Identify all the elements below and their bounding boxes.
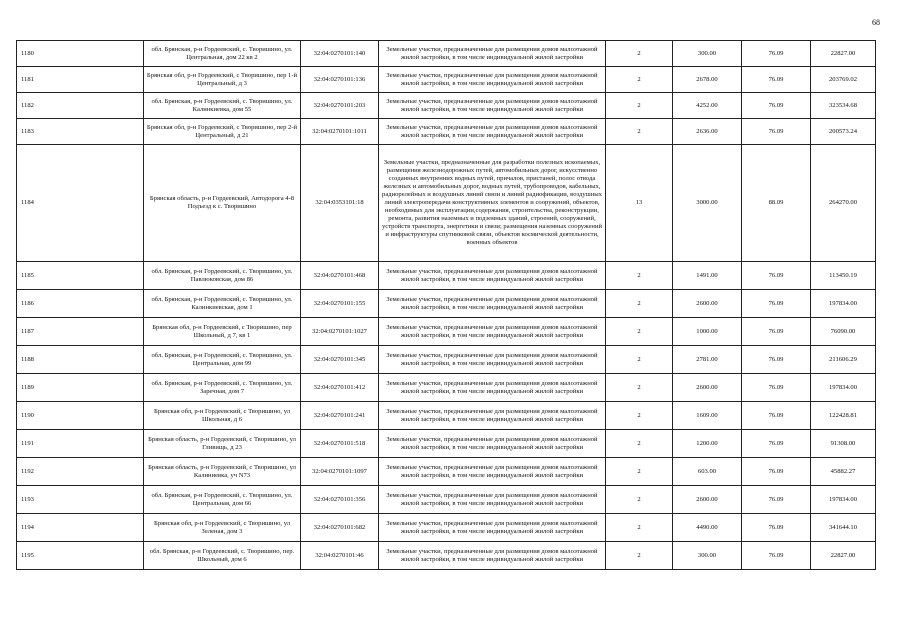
- area-cell: 2600.00: [673, 486, 742, 514]
- area-cell: 2678.00: [673, 67, 742, 93]
- use-code-cell: 2: [606, 514, 673, 542]
- cadastral-value-cell: 341644.10: [811, 514, 876, 542]
- area-cell: 3000.00: [673, 145, 742, 262]
- row-number: 1180: [17, 41, 144, 67]
- address-cell: обл. Брянская, р-н Гордеевский, с. Творишино, ул. Центральная, дом 99: [144, 346, 301, 374]
- cadastral-value-cell: 211606.29: [811, 346, 876, 374]
- use-code-cell: 2: [606, 67, 673, 93]
- row-number: 1194: [17, 514, 144, 542]
- table-row: [17, 318, 876, 346]
- land-use-cell: Земельные участки, предназначенные для размещения домов малоэтажной жилой застройки, в том числе индивидуальной жилой застройки: [379, 290, 606, 318]
- address-cell: обл. Брянская, р-н Гордеевский, с. Творишино, пер. Школьный, дом 6: [144, 542, 301, 570]
- cadastral-number-cell: 32:04:0270101:468: [301, 262, 379, 290]
- cadastral-number-cell: 32:04:0270101:412: [301, 374, 379, 402]
- specific-value-cell: 76.09: [742, 458, 811, 486]
- use-code-cell: 2: [606, 402, 673, 430]
- area-cell: 1609.00: [673, 402, 742, 430]
- address-cell: Брянская обл, р-н Гордеевский, с Творишино, ул Школьная, д 6: [144, 402, 301, 430]
- cadastral-value-cell: 323534.68: [811, 93, 876, 119]
- specific-value-cell: 76.09: [742, 514, 811, 542]
- cadastral-number-cell: 32:04:0270101:356: [301, 486, 379, 514]
- cadastral-number-cell: 32:04:0270101:46: [301, 542, 379, 570]
- cadastral-number-cell: 32:04:0270101:155: [301, 290, 379, 318]
- use-code-cell: 2: [606, 458, 673, 486]
- cadastral-value-cell: 76090.00: [811, 318, 876, 346]
- area-cell: 2600.00: [673, 290, 742, 318]
- cadastral-value-cell: 203769.02: [811, 67, 876, 93]
- table-row: [17, 93, 876, 119]
- area-cell: 603.00: [673, 458, 742, 486]
- row-number: 1185: [17, 262, 144, 290]
- cadastral-value-cell: 45882.27: [811, 458, 876, 486]
- specific-value-cell: 76.09: [742, 542, 811, 570]
- use-code-cell: 2: [606, 542, 673, 570]
- cadastral-number-cell: 32:04:0270101:1027: [301, 318, 379, 346]
- row-number: 1184: [17, 145, 144, 262]
- use-code-cell: 2: [606, 486, 673, 514]
- specific-value-cell: 76.09: [742, 119, 811, 145]
- cadastral-value-table: [16, 40, 876, 570]
- table-row: [17, 486, 876, 514]
- cadastral-value-cell: 113450.19: [811, 262, 876, 290]
- land-use-cell: Земельные участки, предназначенные для размещения домов малоэтажной жилой застройки, в том числе индивидуальной жилой застройки: [379, 262, 606, 290]
- area-cell: 2781.00: [673, 346, 742, 374]
- cadastral-value-cell: 22827.00: [811, 41, 876, 67]
- cadastral-value-cell: 264270.00: [811, 145, 876, 262]
- specific-value-cell: 76.09: [742, 93, 811, 119]
- row-number: 1182: [17, 93, 144, 119]
- row-number: 1187: [17, 318, 144, 346]
- cadastral-number-cell: 32:04:0270101:518: [301, 430, 379, 458]
- cadastral-value-cell: 22827.00: [811, 542, 876, 570]
- specific-value-cell: 76.09: [742, 346, 811, 374]
- specific-value-cell: 76.09: [742, 67, 811, 93]
- use-code-cell: 2: [606, 318, 673, 346]
- land-use-cell: Земельные участки, предназначенные для размещения домов малоэтажной жилой застройки, в том числе индивидуальной жилой застройки: [379, 430, 606, 458]
- land-use-cell: Земельные участки, предназначенные для размещения домов малоэтажной жилой застройки, в том числе индивидуальной жилой застройки: [379, 67, 606, 93]
- land-use-cell: Земельные участки, предназначенные для размещения домов малоэтажной жилой застройки, в том числе индивидуальной жилой застройки: [379, 346, 606, 374]
- table-row: [17, 542, 876, 570]
- cadastral-number-cell: 32:04:0270101:241: [301, 402, 379, 430]
- cadastral-value-cell: 122428.81: [811, 402, 876, 430]
- area-cell: 2636.00: [673, 119, 742, 145]
- cadastral-number-cell: 32:04:0270101:136: [301, 67, 379, 93]
- use-code-cell: 2: [606, 290, 673, 318]
- row-number: 1193: [17, 486, 144, 514]
- table-row: [17, 402, 876, 430]
- use-code-cell: 2: [606, 93, 673, 119]
- row-number: 1186: [17, 290, 144, 318]
- land-use-cell: Земельные участки, предназначенные для размещения домов малоэтажной жилой застройки, в том числе индивидуальной жилой застройки: [379, 93, 606, 119]
- use-code-cell: 13: [606, 145, 673, 262]
- specific-value-cell: 76.09: [742, 486, 811, 514]
- address-cell: Брянская область, р-н Гордеевский, с Творишино, ул Гливищь, д 23: [144, 430, 301, 458]
- cadastral-number-cell: 32:04:0270101:1097: [301, 458, 379, 486]
- specific-value-cell: 76.09: [742, 402, 811, 430]
- address-cell: Брянская обл, р-н Гордеевский, с Творишино, пер Школьный, д 7, кв 1: [144, 318, 301, 346]
- area-cell: 2600.00: [673, 374, 742, 402]
- use-code-cell: 2: [606, 41, 673, 67]
- row-number: 1192: [17, 458, 144, 486]
- land-use-cell: Земельные участки, предназначенные для размещения домов малоэтажной жилой застройки, в том числе индивидуальной жилой застройки: [379, 374, 606, 402]
- row-number: 1181: [17, 67, 144, 93]
- specific-value-cell: 76.09: [742, 430, 811, 458]
- use-code-cell: 2: [606, 346, 673, 374]
- specific-value-cell: 76.09: [742, 41, 811, 67]
- cadastral-value-cell: 91308.00: [811, 430, 876, 458]
- address-cell: обл. Брянская, р-н Гордеевский, с. Творишино, ул. Заречная, дом 7: [144, 374, 301, 402]
- table-row: [17, 514, 876, 542]
- use-code-cell: 2: [606, 430, 673, 458]
- area-cell: 300.00: [673, 41, 742, 67]
- address-cell: Брянская обл, р-н Гордеевский, с Творишино, пер 1-й Центральный, д 3: [144, 67, 301, 93]
- area-cell: 1491.00: [673, 262, 742, 290]
- land-use-cell: Земельные участки, предназначенные для размещения домов малоэтажной жилой застройки, в том числе индивидуальной жилой застройки: [379, 318, 606, 346]
- use-code-cell: 2: [606, 262, 673, 290]
- specific-value-cell: 76.09: [742, 290, 811, 318]
- land-use-cell: Земельные участки, предназначенные для размещения домов малоэтажной жилой застройки, в том числе индивидуальной жилой застройки: [379, 402, 606, 430]
- row-number: 1189: [17, 374, 144, 402]
- address-cell: Брянская обл, р-н Гордеевский, с Творишино, пер 2-й Центральный, д 21: [144, 119, 301, 145]
- cadastral-value-cell: 197834.00: [811, 290, 876, 318]
- table-row: [17, 430, 876, 458]
- table-row: [17, 67, 876, 93]
- land-use-cell: Земельные участки, предназначенные для размещения домов малоэтажной жилой застройки, в том числе индивидуальной жилой застройки: [379, 514, 606, 542]
- address-cell: Брянская область, р-н Гордеевский, с Творишино, ул Калиниевка, уч N73: [144, 458, 301, 486]
- specific-value-cell: 76.09: [742, 262, 811, 290]
- table-row: [17, 290, 876, 318]
- area-cell: 4490.00: [673, 514, 742, 542]
- address-cell: Брянская обл, р-н Гордеевский, с Творишино, ул Зеленая, дом 3: [144, 514, 301, 542]
- cadastral-value-cell: 197834.00: [811, 374, 876, 402]
- address-cell: обл. Брянская, р-н Гордеевский, с. Творишино, ул. Центральная, дом 22 кв 2: [144, 41, 301, 67]
- table-row: [17, 41, 876, 67]
- use-code-cell: 2: [606, 374, 673, 402]
- table-body: [17, 41, 876, 570]
- table-row: [17, 262, 876, 290]
- cadastral-value-cell: 200573.24: [811, 119, 876, 145]
- table-row: [17, 458, 876, 486]
- specific-value-cell: 76.09: [742, 374, 811, 402]
- land-use-cell: Земельные участки, предназначенные для размещения домов малоэтажной жилой застройки, в том числе индивидуальной жилой застройки: [379, 458, 606, 486]
- cadastral-number-cell: 32:04:0270101:345: [301, 346, 379, 374]
- area-cell: 300.00: [673, 542, 742, 570]
- land-use-cell: Земельные участки, предназначенные для размещения домов малоэтажной жилой застройки, в том числе индивидуальной жилой застройки: [379, 486, 606, 514]
- address-cell: обл. Брянская, р-н Гордеевский, с. Творишино, ул. Калинкиевская, дом 1: [144, 290, 301, 318]
- row-number: 1195: [17, 542, 144, 570]
- cadastral-value-cell: 197834.00: [811, 486, 876, 514]
- land-use-cell: Земельные участки, предназначенные для разработки полезных ископаемых, размещения железнодорожных путей, автомобильных дорог, искусственно созданных внутренних водных путей, причалов, пристаней, полос отвода железных и автомобильных дорог, водных путей, трубопроводов, кабельных, радиорелейных и воздушных линий связи и линий радиофикации, воздушных линий электропередачи конструктивных элементов и сооружений, объектов, необходимых для эксплуатации,содержания, строительства, реконструкции, ремонта, развития наземных и подземных зданий, строений, сооружений, устройств транспорта, энергетики и связи; размещения наземных сооружений и инфраструктуры спутниковой связи, объектов космической деятельности, военных объектов: [379, 145, 606, 262]
- cadastral-number-cell: 32:04:0270101:140: [301, 41, 379, 67]
- address-cell: обл. Брянская, р-н Гордеевский, с. Творишино, ул. Калинкиевка, дом 55: [144, 93, 301, 119]
- area-cell: 1200.00: [673, 430, 742, 458]
- row-number: 1190: [17, 402, 144, 430]
- specific-value-cell: 76.09: [742, 318, 811, 346]
- cadastral-number-cell: 32:04:0270101:1011: [301, 119, 379, 145]
- land-use-cell: Земельные участки, предназначенные для размещения домов малоэтажной жилой застройки, в том числе индивидуальной жилой застройки: [379, 119, 606, 145]
- cadastral-number-cell: 32:04:0270101:203: [301, 93, 379, 119]
- table-row: [17, 145, 876, 262]
- land-use-cell: Земельные участки, предназначенные для размещения домов малоэтажной жилой застройки, в том числе индивидуальной жилой застройки: [379, 41, 606, 67]
- cadastral-number-cell: 32:04:0353101:18: [301, 145, 379, 262]
- row-number: 1183: [17, 119, 144, 145]
- area-cell: 1000.00: [673, 318, 742, 346]
- table-row: [17, 374, 876, 402]
- row-number: 1191: [17, 430, 144, 458]
- use-code-cell: 2: [606, 119, 673, 145]
- land-use-cell: Земельные участки, предназначенные для размещения домов малоэтажной жилой застройки, в том числе индивидуальной жилой застройки: [379, 542, 606, 570]
- specific-value-cell: 88.09: [742, 145, 811, 262]
- address-cell: обл. Брянская, р-н Гордеевский, с. Творишино, ул. Павлюковская, дом 86: [144, 262, 301, 290]
- table-row: [17, 119, 876, 145]
- address-cell: обл. Брянская, р-н Гордеевский, с. Творишино, ул. Центральная, дом 66: [144, 486, 301, 514]
- page-number: 68: [872, 18, 880, 27]
- row-number: 1188: [17, 346, 144, 374]
- table-row: [17, 346, 876, 374]
- cadastral-number-cell: 32:04:0270101:682: [301, 514, 379, 542]
- area-cell: 4252.00: [673, 93, 742, 119]
- address-cell: Брянская область, р-н Гордеевский, Автодорога 4-8 Подъезд к с. Творишино: [144, 145, 301, 262]
